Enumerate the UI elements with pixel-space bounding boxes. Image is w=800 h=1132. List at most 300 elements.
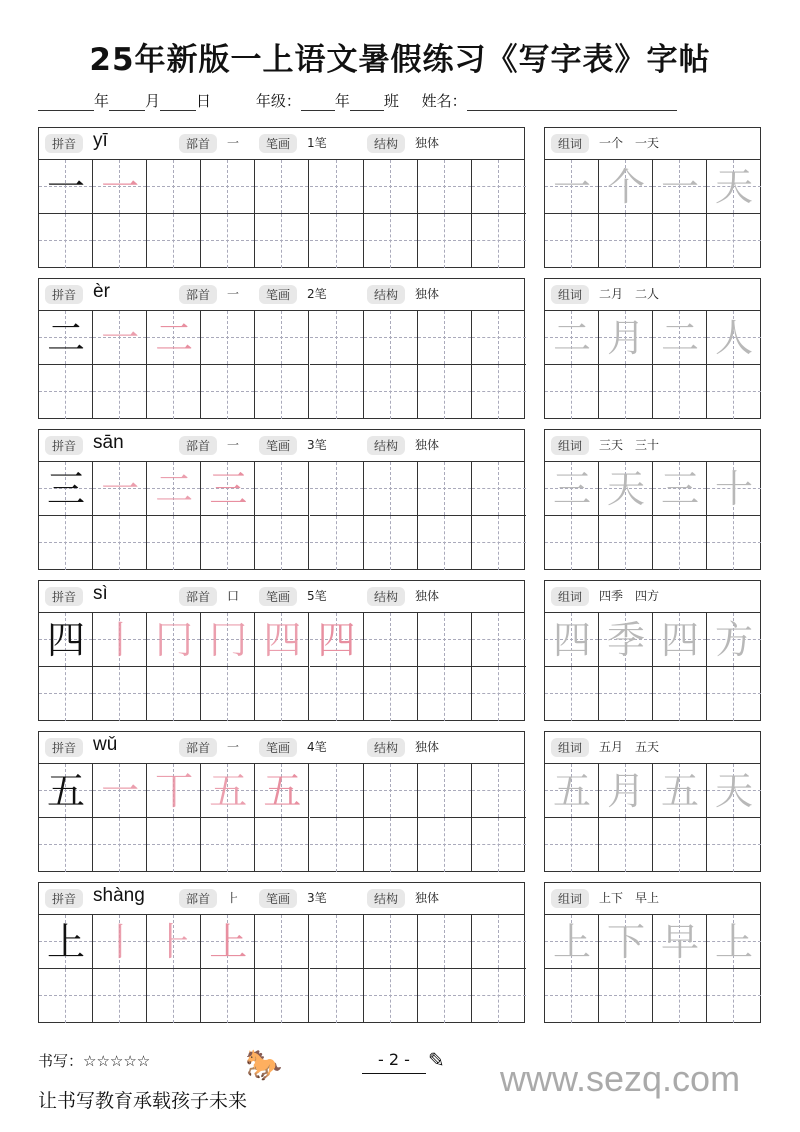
writing-cell[interactable]	[255, 160, 309, 214]
model-character: 三	[46, 467, 85, 511]
character-block	[38, 429, 525, 570]
writing-cell[interactable]	[255, 818, 309, 872]
words-value: 二月 二人	[599, 287, 660, 301]
writing-cell[interactable]	[472, 311, 526, 365]
words-value: 上下 早上	[599, 891, 660, 905]
word-cell[interactable]	[653, 365, 707, 419]
words-tag: 组词	[551, 285, 589, 304]
info-line	[38, 90, 677, 111]
strokes-value: 3笔	[307, 438, 327, 452]
radical-tag: 部首	[179, 436, 217, 455]
writing-cell[interactable]	[364, 160, 418, 214]
writing-cell[interactable]	[201, 462, 255, 516]
trace-character: 月	[606, 316, 645, 360]
writing-cell[interactable]	[39, 764, 93, 818]
word-cell[interactable]	[707, 516, 761, 570]
writing-cell[interactable]	[255, 915, 309, 969]
structure-value: 独体	[415, 589, 440, 603]
radical-tag: 部首	[179, 738, 217, 757]
website-watermark: www.sezq.com	[500, 1058, 741, 1099]
word-cell[interactable]	[545, 311, 599, 365]
trace-character: 上	[552, 920, 591, 964]
pinyin-value: shàng	[93, 885, 145, 906]
stroke-step: 一	[101, 467, 140, 511]
writing-cell[interactable]	[93, 764, 147, 818]
rating-stars: 书写：☆☆☆☆☆	[38, 1052, 151, 1070]
words-bar	[545, 581, 760, 613]
strokes-tag: 笔画	[259, 738, 297, 757]
horse-icon: 🐎	[245, 1048, 283, 1083]
pen-icon: ✎	[428, 1048, 445, 1072]
radical-tag: 部首	[179, 285, 217, 304]
pinyin-value: yī	[93, 130, 108, 151]
trace-character: 二	[660, 316, 699, 360]
word-cell[interactable]	[707, 365, 761, 419]
word-cell[interactable]	[545, 667, 599, 721]
word-cell[interactable]	[599, 764, 653, 818]
stroke-step: 上	[209, 920, 248, 964]
character-info-bar	[39, 279, 524, 311]
writing-cell[interactable]	[201, 365, 255, 419]
strokes-value: 3笔	[307, 891, 327, 905]
pinyin-tag: 拼音	[45, 134, 83, 153]
trace-character: 一	[660, 165, 699, 209]
stroke-step: 冂	[209, 618, 248, 662]
model-character: 一	[46, 165, 85, 209]
word-cell[interactable]	[599, 516, 653, 570]
writing-cell[interactable]	[310, 667, 364, 721]
stroke-step: 二	[155, 316, 194, 360]
writing-cell[interactable]	[472, 915, 526, 969]
word-cell[interactable]	[599, 462, 653, 516]
writing-cell[interactable]	[255, 516, 309, 570]
writing-cell[interactable]	[93, 462, 147, 516]
words-value: 四季 四方	[599, 589, 660, 603]
word-cell[interactable]	[545, 764, 599, 818]
month-label: 月	[145, 92, 161, 110]
word-cell[interactable]	[707, 969, 761, 1023]
pinyin-value: èr	[93, 281, 110, 302]
writing-cell[interactable]	[93, 613, 147, 667]
strokes-value: 4笔	[307, 740, 327, 754]
writing-cell[interactable]	[93, 667, 147, 721]
writing-cell[interactable]	[364, 667, 418, 721]
writing-cell[interactable]	[310, 516, 364, 570]
trace-character: 天	[714, 769, 753, 813]
writing-cell[interactable]	[472, 214, 526, 268]
word-cell[interactable]	[599, 160, 653, 214]
radical-value: 口	[227, 589, 240, 603]
page-number: - 2 -	[362, 1050, 426, 1074]
writing-cell[interactable]	[418, 969, 472, 1023]
words-block	[544, 278, 761, 419]
trace-character: 二	[552, 316, 591, 360]
slogan: 让书写教育承载孩子未来	[38, 1090, 248, 1112]
pinyin-value: wǔ	[93, 734, 118, 755]
class-label: 班	[383, 92, 399, 110]
word-cell[interactable]	[653, 311, 707, 365]
structure-tag: 结构	[367, 134, 405, 153]
words-value: 一个 一天	[599, 136, 660, 150]
model-character: 二	[46, 316, 85, 360]
writing-cell[interactable]	[418, 516, 472, 570]
structure-value: 独体	[415, 136, 440, 150]
word-cell[interactable]	[707, 667, 761, 721]
writing-cell[interactable]	[201, 311, 255, 365]
word-cell[interactable]	[653, 667, 707, 721]
pinyin-tag: 拼音	[45, 889, 83, 908]
radical-tag: 部首	[179, 134, 217, 153]
word-cell[interactable]	[707, 311, 761, 365]
word-cell[interactable]	[653, 969, 707, 1023]
pinyin-value: sì	[93, 583, 108, 604]
writing-cell[interactable]	[255, 667, 309, 721]
strokes-value: 2笔	[307, 287, 327, 301]
word-cell[interactable]	[599, 365, 653, 419]
writing-cell[interactable]	[39, 160, 93, 214]
writing-cell[interactable]	[472, 969, 526, 1023]
trace-character: 方	[714, 618, 753, 662]
writing-cell[interactable]	[147, 516, 201, 570]
word-cell[interactable]	[599, 214, 653, 268]
structure-tag: 结构	[367, 587, 405, 606]
structure-value: 独体	[415, 891, 440, 905]
writing-cell[interactable]	[472, 160, 526, 214]
writing-cell[interactable]	[255, 365, 309, 419]
character-block	[38, 882, 525, 1023]
stroke-step: 四	[263, 618, 302, 662]
writing-cell[interactable]	[418, 915, 472, 969]
writing-cell[interactable]	[93, 516, 147, 570]
writing-cell[interactable]	[201, 160, 255, 214]
stroke-step: 五	[263, 769, 302, 813]
writing-cell[interactable]	[255, 462, 309, 516]
writing-cell[interactable]	[418, 818, 472, 872]
structure-tag: 结构	[367, 285, 405, 304]
words-bar	[545, 128, 760, 160]
writing-cell[interactable]	[472, 516, 526, 570]
writing-cell[interactable]	[255, 613, 309, 667]
writing-cell[interactable]	[93, 818, 147, 872]
stroke-step: 丨	[101, 920, 140, 964]
model-character: 五	[46, 769, 85, 813]
trace-character: 月	[606, 769, 645, 813]
writing-cell[interactable]	[310, 915, 364, 969]
word-cell[interactable]	[707, 214, 761, 268]
word-cell[interactable]	[653, 915, 707, 969]
stroke-step: 丨	[101, 618, 140, 662]
model-character: 四	[46, 618, 85, 662]
structure-tag: 结构	[367, 738, 405, 757]
writing-cell[interactable]	[147, 365, 201, 419]
trace-character: 个	[606, 165, 645, 209]
word-cell[interactable]	[599, 915, 653, 969]
word-cell[interactable]	[653, 160, 707, 214]
word-cell[interactable]	[545, 462, 599, 516]
writing-cell[interactable]	[472, 462, 526, 516]
writing-cell[interactable]	[147, 462, 201, 516]
writing-cell[interactable]	[364, 214, 418, 268]
structure-tag: 结构	[367, 889, 405, 908]
writing-cell[interactable]	[364, 969, 418, 1023]
strokes-value: 5笔	[307, 589, 327, 603]
word-cell[interactable]	[545, 969, 599, 1023]
writing-cell[interactable]	[472, 667, 526, 721]
name-label: 姓名：	[421, 92, 467, 110]
words-block	[544, 429, 761, 570]
writing-cell[interactable]	[39, 365, 93, 419]
writing-cell[interactable]	[39, 613, 93, 667]
trace-character: 季	[606, 618, 645, 662]
words-block	[544, 731, 761, 872]
stroke-step: 四	[317, 618, 356, 662]
word-cell[interactable]	[599, 311, 653, 365]
word-cell[interactable]	[707, 613, 761, 667]
writing-cell[interactable]	[93, 311, 147, 365]
year-label: 年	[94, 92, 110, 110]
trace-character: 四	[552, 618, 591, 662]
trace-character: 四	[660, 618, 699, 662]
writing-cell[interactable]	[147, 160, 201, 214]
character-info-bar	[39, 430, 524, 462]
writing-cell[interactable]	[364, 311, 418, 365]
word-cell[interactable]	[545, 818, 599, 872]
character-block	[38, 278, 525, 419]
writing-cell[interactable]	[93, 160, 147, 214]
trace-character: 天	[714, 165, 753, 209]
writing-cell[interactable]	[201, 214, 255, 268]
character-info-bar	[39, 732, 524, 764]
pinyin-tag: 拼音	[45, 285, 83, 304]
writing-cell[interactable]	[310, 160, 364, 214]
writing-cell[interactable]	[364, 915, 418, 969]
structure-value: 独体	[415, 287, 440, 301]
writing-cell[interactable]	[201, 667, 255, 721]
writing-cell[interactable]	[147, 613, 201, 667]
pinyin-tag: 拼音	[45, 738, 83, 757]
trace-character: 下	[606, 920, 645, 964]
writing-cell[interactable]	[39, 667, 93, 721]
writing-cell[interactable]	[147, 667, 201, 721]
word-cell[interactable]	[653, 516, 707, 570]
writing-cell[interactable]	[201, 613, 255, 667]
word-cell[interactable]	[545, 365, 599, 419]
words-tag: 组词	[551, 134, 589, 153]
trace-character: 人	[714, 316, 753, 360]
writing-cell[interactable]	[147, 764, 201, 818]
words-value: 三天 三十	[599, 438, 660, 452]
grade-year-label: 年	[334, 92, 350, 110]
writing-cell[interactable]	[39, 516, 93, 570]
trace-character: 一	[552, 165, 591, 209]
writing-cell[interactable]	[39, 818, 93, 872]
trace-character: 上	[714, 920, 753, 964]
writing-cell[interactable]	[255, 764, 309, 818]
word-cell[interactable]	[653, 462, 707, 516]
writing-cell[interactable]	[418, 613, 472, 667]
character-block	[38, 127, 525, 268]
writing-cell[interactable]	[201, 915, 255, 969]
structure-tag: 结构	[367, 436, 405, 455]
writing-cell[interactable]	[310, 764, 364, 818]
writing-cell[interactable]	[364, 764, 418, 818]
writing-cell[interactable]	[39, 311, 93, 365]
words-block	[544, 882, 761, 1023]
writing-cell[interactable]	[39, 462, 93, 516]
strokes-tag: 笔画	[259, 134, 297, 153]
writing-cell[interactable]	[364, 462, 418, 516]
words-block	[544, 580, 761, 721]
writing-cell[interactable]	[201, 969, 255, 1023]
strokes-tag: 笔画	[259, 285, 297, 304]
word-cell[interactable]	[707, 915, 761, 969]
day-label: 日	[196, 92, 212, 110]
structure-value: 独体	[415, 740, 440, 754]
word-cell[interactable]	[599, 613, 653, 667]
writing-cell[interactable]	[39, 969, 93, 1023]
words-tag: 组词	[551, 587, 589, 606]
word-cell[interactable]	[545, 160, 599, 214]
writing-cell[interactable]	[364, 365, 418, 419]
word-cell[interactable]	[599, 818, 653, 872]
writing-cell[interactable]	[93, 969, 147, 1023]
pinyin-tag: 拼音	[45, 436, 83, 455]
writing-cell[interactable]	[93, 915, 147, 969]
trace-character: 五	[552, 769, 591, 813]
writing-cell[interactable]	[201, 764, 255, 818]
stroke-step: 三	[209, 467, 248, 511]
writing-cell[interactable]	[418, 214, 472, 268]
writing-cell[interactable]	[418, 462, 472, 516]
words-bar	[545, 279, 760, 311]
word-cell[interactable]	[707, 818, 761, 872]
writing-cell[interactable]	[201, 818, 255, 872]
writing-cell[interactable]	[472, 613, 526, 667]
page-title: 25年新版一上语文暑假练习《写字表》字帖	[89, 42, 711, 78]
words-bar	[545, 430, 760, 462]
trace-character: 五	[660, 769, 699, 813]
writing-cell[interactable]	[310, 214, 364, 268]
word-cell[interactable]	[545, 613, 599, 667]
stroke-step: 二	[155, 467, 194, 511]
writing-cell[interactable]	[310, 462, 364, 516]
radical-tag: 部首	[179, 587, 217, 606]
strokes-tag: 笔画	[259, 889, 297, 908]
strokes-tag: 笔画	[259, 587, 297, 606]
writing-cell[interactable]	[93, 214, 147, 268]
word-cell[interactable]	[653, 764, 707, 818]
writing-cell[interactable]	[147, 969, 201, 1023]
writing-cell[interactable]	[472, 818, 526, 872]
words-tag: 组词	[551, 889, 589, 908]
character-info-bar	[39, 128, 524, 160]
character-block	[38, 731, 525, 872]
trace-character: 三	[660, 467, 699, 511]
character-info-bar	[39, 581, 524, 613]
writing-cell[interactable]	[39, 214, 93, 268]
trace-character: 早	[660, 920, 699, 964]
radical-value: 一	[227, 287, 240, 301]
word-cell[interactable]	[707, 160, 761, 214]
word-cell[interactable]	[599, 969, 653, 1023]
strokes-tag: 笔画	[259, 436, 297, 455]
writing-cell[interactable]	[418, 311, 472, 365]
stroke-step: 冂	[155, 618, 194, 662]
word-cell[interactable]	[545, 214, 599, 268]
trace-character: 十	[714, 467, 753, 511]
trace-character: 天	[606, 467, 645, 511]
word-cell[interactable]	[653, 818, 707, 872]
writing-cell[interactable]	[255, 214, 309, 268]
writing-cell[interactable]	[201, 516, 255, 570]
character-info-bar	[39, 883, 524, 915]
writing-cell[interactable]	[147, 818, 201, 872]
writing-cell[interactable]	[418, 764, 472, 818]
writing-cell[interactable]	[147, 214, 201, 268]
radical-value: 一	[227, 740, 240, 754]
strokes-value: 1笔	[307, 136, 327, 150]
words-block	[544, 127, 761, 268]
writing-cell[interactable]	[310, 613, 364, 667]
writing-cell[interactable]	[93, 365, 147, 419]
stroke-step: 一	[101, 769, 140, 813]
writing-cell[interactable]	[310, 818, 364, 872]
writing-cell[interactable]	[418, 667, 472, 721]
writing-cell[interactable]	[472, 365, 526, 419]
word-cell[interactable]	[707, 462, 761, 516]
writing-cell[interactable]	[310, 969, 364, 1023]
radical-value: ⺊	[227, 891, 240, 905]
writing-cell[interactable]	[364, 818, 418, 872]
stroke-step: 一	[101, 316, 140, 360]
writing-cell[interactable]	[418, 365, 472, 419]
radical-value: 一	[227, 136, 240, 150]
writing-cell[interactable]	[255, 311, 309, 365]
writing-cell[interactable]	[147, 311, 201, 365]
trace-character: 三	[552, 467, 591, 511]
words-value: 五月 五天	[599, 740, 660, 754]
word-cell[interactable]	[545, 915, 599, 969]
radical-tag: 部首	[179, 889, 217, 908]
stroke-step: 丅	[155, 769, 194, 813]
words-bar	[545, 732, 760, 764]
word-cell[interactable]	[707, 764, 761, 818]
word-cell[interactable]	[653, 214, 707, 268]
model-character: 上	[46, 920, 85, 964]
writing-cell[interactable]	[472, 764, 526, 818]
word-cell[interactable]	[653, 613, 707, 667]
writing-cell[interactable]	[310, 311, 364, 365]
writing-cell[interactable]	[39, 915, 93, 969]
stroke-step: 五	[209, 769, 248, 813]
stroke-step: ⺊	[155, 920, 194, 964]
writing-cell[interactable]	[418, 160, 472, 214]
structure-value: 独体	[415, 438, 440, 452]
word-cell[interactable]	[599, 667, 653, 721]
pinyin-tag: 拼音	[45, 587, 83, 606]
writing-cell[interactable]	[147, 915, 201, 969]
stroke-step: 一	[101, 165, 140, 209]
writing-cell[interactable]	[364, 613, 418, 667]
words-tag: 组词	[551, 738, 589, 757]
words-tag: 组词	[551, 436, 589, 455]
writing-cell[interactable]	[255, 969, 309, 1023]
writing-cell[interactable]	[310, 365, 364, 419]
pinyin-value: sān	[93, 432, 124, 453]
writing-cell[interactable]	[364, 516, 418, 570]
word-cell[interactable]	[545, 516, 599, 570]
character-block	[38, 580, 525, 721]
